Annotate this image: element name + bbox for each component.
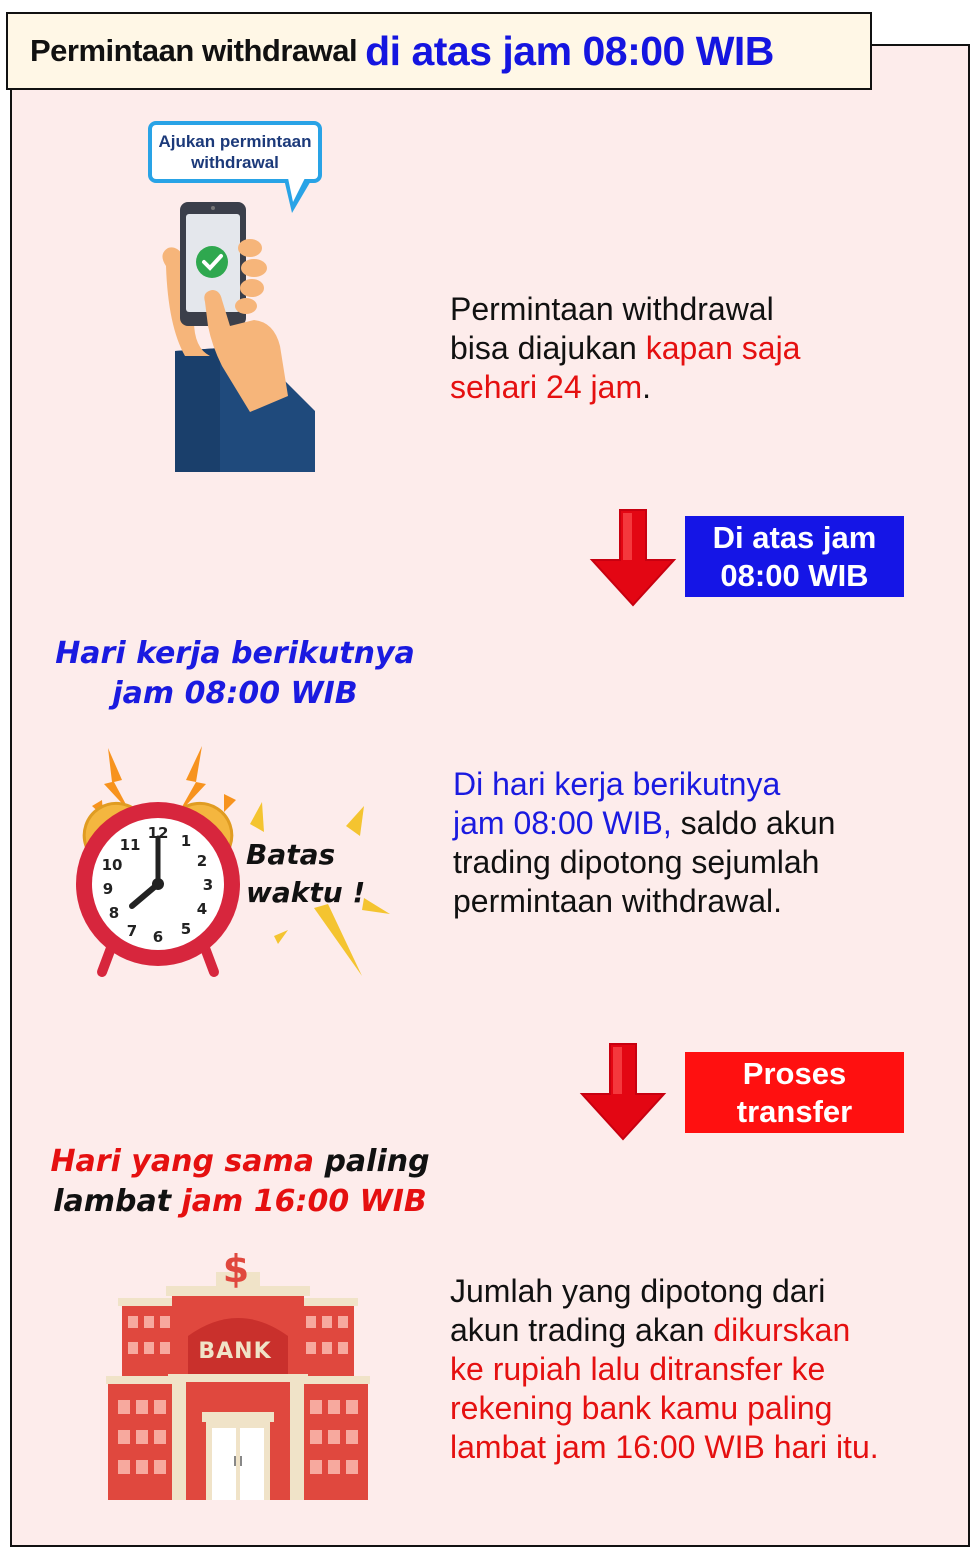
down-arrow-icon	[588, 508, 678, 608]
text-segment: bisa diajukan	[450, 330, 646, 366]
label-line: waktu !	[246, 876, 366, 909]
text-line: ke rupiah lalu ditransfer ke	[450, 1351, 826, 1387]
text-line: Di hari kerja berikutnya	[453, 766, 781, 802]
highlight-segment: dikurskan	[713, 1312, 851, 1348]
text-line: lambat jam 16:00 WIB hari itu.	[450, 1429, 879, 1465]
title-banner	[6, 12, 872, 90]
text-line	[450, 368, 910, 407]
highlight-segment: jam 08:00 WIB,	[453, 805, 672, 841]
svg-text:7: 7	[126, 922, 138, 940]
step3-heading	[40, 1142, 440, 1222]
deadline-label	[246, 836, 376, 912]
text-line	[450, 1311, 940, 1350]
text-segment: akun trading akan	[450, 1312, 714, 1348]
transfer-process-label	[685, 1052, 904, 1133]
step2-heading	[40, 634, 430, 714]
speech-bubble	[148, 121, 322, 183]
heading-line	[40, 1182, 440, 1222]
text-segment: paling	[314, 1144, 430, 1179]
step2-description	[453, 765, 923, 921]
heading-line	[40, 1142, 440, 1182]
text-line: Jumlah yang dipotong dari	[450, 1273, 826, 1309]
phone-hand-illustration	[150, 196, 320, 476]
down-arrow-icon	[578, 1042, 668, 1142]
text-segment: .	[642, 369, 651, 405]
label-line: transfer	[736, 1093, 853, 1129]
heading-line: Hari kerja berikutnya	[55, 636, 415, 671]
step3-description	[450, 1272, 940, 1467]
heading-line: jam 08:00 WIB	[112, 676, 358, 711]
text-line: permintaan withdrawal.	[453, 883, 783, 919]
svg-text:11: 11	[119, 836, 141, 854]
text-segment: lambat	[53, 1184, 182, 1219]
label-line: Batas	[246, 838, 336, 871]
svg-text:6: 6	[152, 928, 164, 946]
svg-text:1: 1	[180, 832, 192, 850]
step1-description	[450, 290, 910, 407]
text-line	[453, 804, 923, 843]
svg-text:5: 5	[180, 920, 192, 938]
text-segment: saldo akun	[671, 805, 836, 841]
label-line: 08:00 WIB	[720, 557, 869, 593]
svg-text:8: 8	[108, 904, 120, 922]
text-line: trading dipotong sejumlah	[453, 844, 820, 880]
title-text: Permintaan withdrawal	[30, 33, 358, 68]
highlight-segment: Hari yang sama	[50, 1144, 314, 1179]
svg-text:2: 2	[196, 852, 208, 870]
text-line: Permintaan withdrawal	[450, 291, 774, 327]
svg-text:12: 12	[147, 824, 169, 842]
svg-text:10: 10	[101, 856, 123, 874]
bubble-line: Ajukan permintaan	[158, 132, 312, 151]
svg-text:3: 3	[202, 876, 214, 894]
title-highlight: di atas jam 08:00 WIB	[365, 27, 774, 74]
bubble-line: withdrawal	[191, 153, 279, 172]
text-line	[450, 329, 910, 368]
label-line: Proses	[742, 1055, 847, 1091]
label-line: Di atas jam	[712, 519, 877, 555]
highlight-segment: sehari 24 jam	[450, 369, 643, 405]
highlight-segment: jam 16:00 WIB	[181, 1184, 427, 1219]
svg-text:4: 4	[196, 900, 208, 918]
bank-symbol: $	[222, 1247, 250, 1291]
above-8am-label	[685, 516, 904, 597]
svg-text:9: 9	[102, 880, 114, 898]
highlight-segment: kapan saja	[645, 330, 801, 366]
text-line: rekening bank kamu paling	[450, 1390, 833, 1426]
bank-sign: BANK	[198, 1339, 272, 1364]
